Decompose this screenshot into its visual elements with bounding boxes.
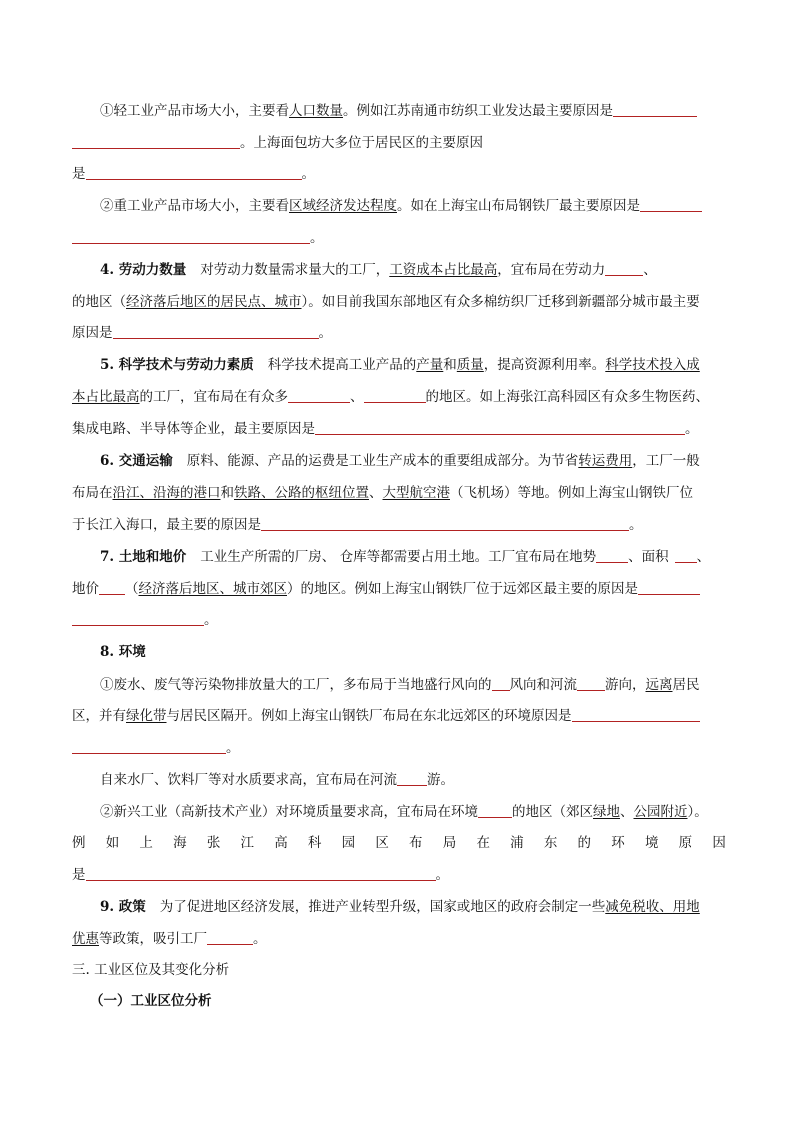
text: 是 (72, 166, 86, 182)
answer-blank[interactable] (72, 613, 204, 626)
text: 。例如江苏南通市纺织工业发达最主要原因是 (343, 103, 613, 119)
section-5-line-1 (100, 356, 700, 374)
underlined-term: 工资成本占比最高 (389, 262, 498, 278)
heading-text: 三. 工业区位及其变化分析 (72, 962, 230, 978)
char: 科 (307, 835, 322, 851)
text: 。 (301, 166, 315, 182)
section-8-title-line (100, 643, 146, 661)
answer-blank[interactable] (638, 582, 700, 595)
char: 张 (206, 835, 221, 851)
char: 在 (476, 835, 490, 851)
text: 游向， (605, 677, 646, 693)
text: 对劳动力数量需求量大的工厂， (200, 262, 390, 278)
answer-blank[interactable] (364, 390, 426, 403)
text: 于长江入海口，最主要的原因是 (72, 517, 261, 533)
section-8-water-line (100, 771, 454, 789)
underlined-term: 大型航空港 (382, 485, 450, 501)
section-4-line-1 (100, 261, 657, 279)
subsection-1-heading (90, 992, 212, 1010)
answer-blank[interactable] (113, 326, 319, 339)
answer-blank[interactable] (72, 741, 226, 754)
underlined-term: 铁路、公路的枢纽位置 (234, 485, 369, 501)
text: 。上海面包坊大多位于居民区的主要原因 (240, 135, 483, 151)
char: 原 (678, 835, 693, 851)
section-8-line-2 (72, 707, 700, 725)
text: 等政策，吸引工厂 (99, 931, 207, 947)
answer-blank[interactable] (397, 773, 427, 786)
answer-blank[interactable] (315, 422, 685, 435)
section-title: 9. 政策 (100, 899, 146, 915)
text: （飞机场）等地。例如上海宝山钢铁厂位 (450, 485, 693, 501)
text: 、 (350, 389, 364, 405)
section-5-line-2 (72, 388, 709, 406)
underlined-term: 减免税收、用地 (605, 899, 700, 915)
section-7-line-3 (72, 611, 218, 629)
char: 区 (375, 835, 389, 851)
section-7-line-1 (100, 548, 710, 566)
light-industry-line-1 (100, 102, 697, 120)
section-title: 7. 土地和地价 (100, 549, 187, 565)
text: ，宜布局在劳动力 (497, 262, 606, 278)
section-6-line-2 (72, 484, 693, 502)
text: 。 (226, 740, 240, 756)
answer-blank[interactable] (86, 868, 436, 881)
char: 境 (644, 835, 659, 851)
char: 东 (543, 835, 558, 851)
char: 环 (611, 835, 625, 851)
answer-blank[interactable] (613, 104, 697, 117)
underlined-term: 公园附近 (633, 804, 688, 820)
text: ，提高资源利用率。 (483, 357, 606, 373)
answer-blank[interactable] (572, 709, 700, 722)
underlined-term: 转运费用 (578, 453, 633, 469)
text: 。 (629, 517, 643, 533)
char: 高 (274, 835, 288, 851)
char: 江 (240, 835, 255, 851)
text: 和 (443, 357, 457, 373)
answer-blank[interactable] (596, 550, 628, 563)
heavy-industry-line-2 (72, 229, 324, 247)
text: ，工厂一般 (632, 453, 700, 469)
section-9-line-1 (100, 898, 700, 916)
text: ②新兴工业（高新技术产业）对环境质量要求高，宜布局在环境 (100, 804, 478, 820)
underlined-term: 经济落后地区、城市郊区 (138, 581, 287, 597)
text: 、 (643, 262, 657, 278)
underlined-term: 沿江、沿海的港口 (112, 485, 221, 501)
light-industry-line-2 (72, 134, 483, 152)
text: 。如在上海宝山布局钢铁厂最主要原因是 (397, 198, 640, 214)
text: 风向和河流 (509, 677, 577, 693)
underlined-term: 本占比最高 (72, 389, 140, 405)
text: 的地区（ (72, 294, 126, 310)
section-title: 6. 交通运输 (100, 453, 173, 469)
text: 和 (220, 485, 234, 501)
text: 的工厂，宜布局在有众多 (139, 389, 288, 405)
char: 园 (341, 835, 356, 851)
char: 浦 (510, 835, 524, 851)
answer-blank[interactable] (72, 231, 310, 244)
heading-text: （一）工业区位分析 (90, 993, 212, 1009)
text: 是 (72, 867, 86, 883)
text: ）。 (687, 804, 708, 820)
underlined-term: 优惠 (72, 931, 99, 947)
answer-blank[interactable] (675, 550, 697, 563)
char: 海 (173, 835, 187, 851)
char: 局 (442, 835, 457, 851)
text: 。 (318, 325, 332, 341)
text: 、 (620, 804, 634, 820)
underlined-term: 绿地 (593, 804, 620, 820)
text: 、面积 (628, 549, 669, 565)
answer-blank[interactable] (99, 582, 125, 595)
section-title: 5. 科学技术与劳动力素质 (100, 357, 254, 373)
section-8-new-industry-line (100, 803, 708, 821)
section-9-line-2 (72, 930, 267, 948)
text: 、 (369, 485, 383, 501)
answer-blank[interactable] (577, 678, 605, 691)
char: 例 (72, 835, 86, 851)
answer-blank[interactable] (207, 932, 253, 945)
text: 。 (435, 867, 449, 883)
answer-blank[interactable] (288, 390, 350, 403)
text: 布局在 (72, 485, 113, 501)
text: 工业生产所需的厂房、 仓库等都需要占用土地。工厂宜布局在地势 (200, 549, 597, 565)
text: 游。 (427, 772, 454, 788)
text: 为了促进地区经济发展，推进产业转型升级，国家或地区的政府会制定一些 (159, 899, 606, 915)
text: 的地区（郊区 (512, 804, 593, 820)
underlined-term: 区域经济发达程度 (289, 198, 397, 214)
text: 。 (685, 421, 699, 437)
text: 的地区。例如上海宝山钢铁厂位于远郊区最主要的原因是 (300, 581, 638, 597)
answer-blank[interactable] (640, 199, 702, 212)
answer-blank[interactable] (86, 167, 302, 180)
text: 科学技术提高工业产品的 (267, 357, 417, 373)
section-8-line-1 (100, 676, 700, 694)
section-5-line-3 (72, 420, 699, 438)
underlined-term: 科学技术投入成 (605, 357, 700, 373)
section-6-line-1 (100, 452, 700, 470)
section-4-line-2 (72, 293, 700, 311)
text: 。 (310, 230, 324, 246)
section-3-heading (72, 961, 229, 979)
text: ①废水、废气等污染物排放量大的工厂，多布局于当地盛行风向的 (100, 677, 492, 693)
heavy-industry-line-1 (100, 197, 702, 215)
underlined-term: 绿化带 (126, 708, 167, 724)
light-industry-line-3 (72, 165, 315, 183)
section-7-line-2: 地价 （经济落后地区、城市郊区）的地区。例如上海宝山钢铁厂位于远郊区最主要的原因是 (72, 580, 700, 598)
char: 因 (712, 835, 726, 851)
text: 原料、能源、产品的运费是工业生产成本的重要组成部分。为节省 (186, 453, 579, 469)
char: 上 (139, 835, 153, 851)
text: ）。如目前我国东部地区有众多棉纺织厂迁移到新疆部分城市最主要 (301, 294, 700, 310)
char: 的 (577, 835, 592, 851)
section-title: 4. 劳动力数量 (100, 262, 187, 278)
text: 。 (204, 612, 218, 628)
text: 集成电路、半导体等企业，最主要原因是 (72, 421, 315, 437)
section-6-line-3 (72, 516, 643, 534)
underlined-term: 人口数量 (289, 103, 343, 119)
underlined-term: 质量 (456, 357, 484, 373)
text: 原因是 (72, 325, 113, 341)
section-8-line-3 (72, 739, 240, 757)
char: 如 (105, 835, 120, 851)
answer-blank[interactable] (492, 678, 510, 691)
text: 的地区。如上海张江高科园区有众多生物医药、 (425, 389, 709, 405)
text: 地价 (72, 581, 99, 597)
answer-blank[interactable] (478, 805, 512, 818)
underlined-term: 产量 (416, 357, 444, 373)
section-8-example-line (72, 834, 726, 852)
answer-blank[interactable] (261, 518, 629, 531)
text: 自来水厂、饮料厂等对水质要求高，宜布局在河流 (100, 772, 397, 788)
text: ①轻工业产品市场大小，主要看 (100, 103, 289, 119)
underlined-term: 远离 (645, 677, 673, 693)
text: 区，并有 (72, 708, 126, 724)
text: 、 (696, 549, 711, 565)
text: 。 (253, 931, 267, 947)
section-title: 8. 环境 (100, 644, 146, 660)
answer-blank[interactable] (72, 136, 240, 149)
section-8-last-line (72, 866, 449, 884)
text: 居民 (672, 677, 700, 693)
section-4-line-3 (72, 324, 332, 342)
char: 布 (409, 835, 423, 851)
underlined-term: 经济落后地区的居民点、城市 (126, 294, 302, 310)
text: ②重工业产品市场大小，主要看 (100, 198, 289, 214)
text: 与居民区隔开。例如上海宝山钢铁厂布局在东北远郊区的环境原因是 (166, 708, 572, 724)
answer-blank[interactable] (605, 263, 643, 276)
